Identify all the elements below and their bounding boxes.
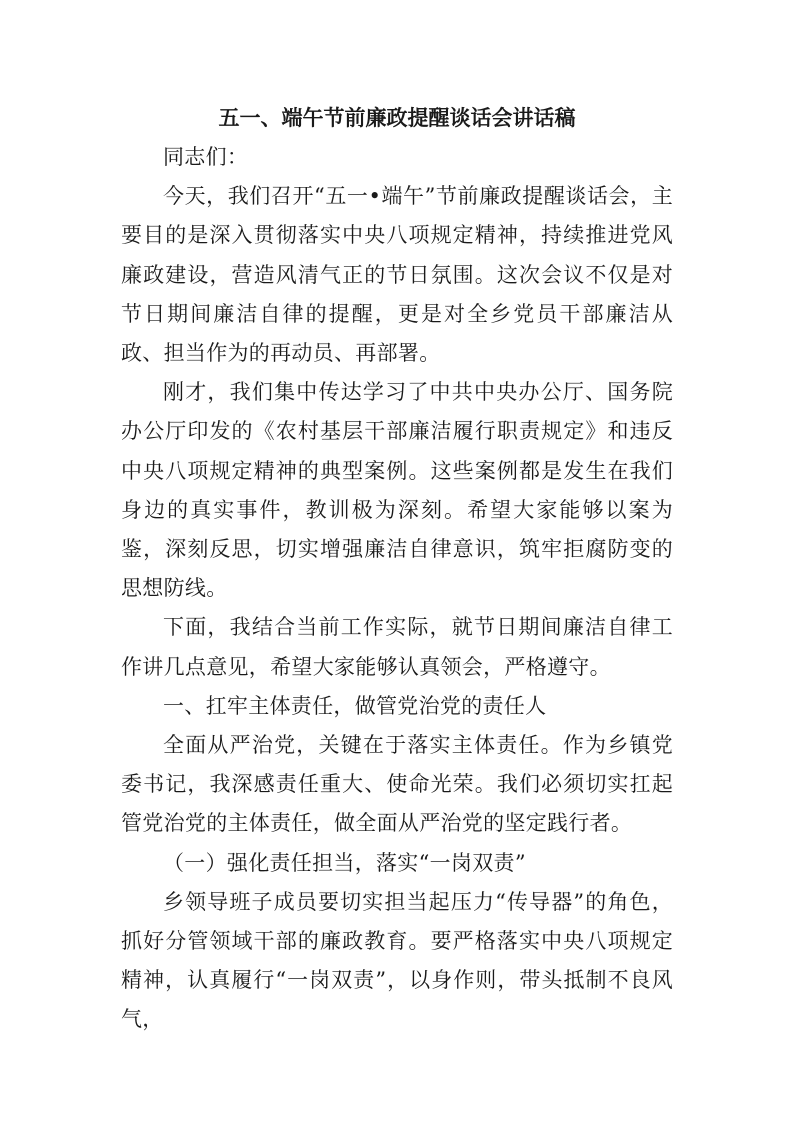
- section-1-heading: 一、扛牢主体责任，做管党治党的责任人: [163, 693, 547, 718]
- salutation: 同志们：: [163, 145, 249, 169]
- subsection-1-heading: （一）强化责任担当，落实“一岗双责”: [163, 850, 526, 875]
- paragraph-intro: 今天，我们召开“五一•端午”节前廉政提醒谈话会，主要目的是深入贯彻落实中央八项规定精神，持续推进党风廉政建设，营造风清气正的节日氛围。这次会议不仅是对节日期间廉洁自律的提醒，更是对全乡党员干部廉洁从政、担当作为的再动员、再部署。: [121, 184, 673, 366]
- paragraph-study: 刚才，我们集中传达学习了中共中央办公厅、国务院办公厅印发的《农村基层干部廉洁履行职责规定》和违反中央八项规定精神的典型案例。这些案例都是发生在我们身边的真实事件，教训极为深刻。希望大家能够以案为鉴，深刻反思，切实增强廉洁自律意识，筑牢拒腐防变的思想防线。: [121, 380, 673, 601]
- paragraph-opinions: 下面，我结合当前工作实际，就节日期间廉洁自律工作讲几点意见，希望大家能够认真领会，严格遵守。: [121, 615, 673, 679]
- document-body: [121, 98, 673, 1040]
- document-title: 五一、端午节前廉政提醒谈话会讲话稿: [218, 105, 576, 130]
- subsection-1-paragraph: 乡领导班子成员要切实担当起压力“传导器”的角色，抓好分管领域干部的廉政教育。要严格落实中央八项规定精神，认真履行“一岗双责”，以身作则，带头抵制不良风气，: [121, 889, 673, 1032]
- section-1-paragraph: 全面从严治党，关键在于落实主体责任。作为乡镇党委书记，我深感责任重大、使命光荣。我们必须切实扛起管党治党的主体责任，做全面从严治党的坚定践行者。: [121, 733, 673, 836]
